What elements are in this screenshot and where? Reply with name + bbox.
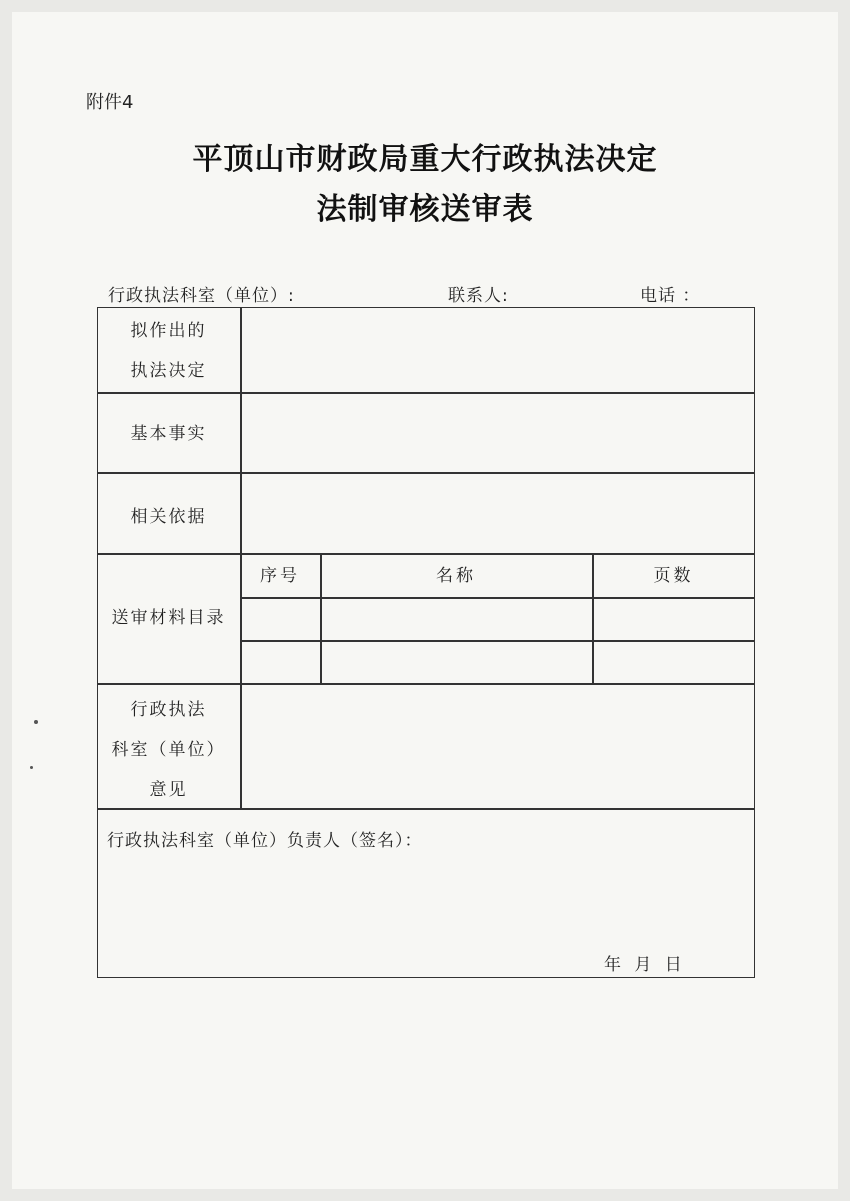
row-divider bbox=[97, 472, 755, 474]
materials-header-number: 序号 bbox=[260, 566, 300, 586]
opinion-line3: 意见 bbox=[149, 780, 188, 800]
opinion-line1: 行政执法 bbox=[130, 700, 207, 720]
proposed-decision-line1: 拟作出的 bbox=[130, 321, 207, 341]
signature-date: 年 月 日 bbox=[604, 955, 682, 975]
opinion-line2: 科室（单位） bbox=[111, 740, 226, 760]
department-label: 行政执法科室（单位）: bbox=[108, 286, 295, 306]
attachment-label: 附件4 bbox=[86, 92, 134, 113]
phone-label: 电话 ： bbox=[640, 286, 701, 306]
legal-basis-label: 相关依据 bbox=[130, 507, 207, 527]
materials-header-name: 名称 bbox=[436, 566, 476, 586]
signer-label: 行政执法科室（单位）负责人（签名）： bbox=[107, 831, 423, 851]
contact-label: 联系人: bbox=[448, 286, 509, 306]
proposed-decision-label bbox=[97, 311, 240, 391]
row-divider bbox=[97, 392, 755, 394]
review-form-table bbox=[97, 307, 755, 978]
row-divider bbox=[97, 683, 755, 685]
opinion-label bbox=[97, 690, 240, 810]
document-title-line2: 法制审核送审表 bbox=[316, 192, 534, 227]
scan-speck bbox=[30, 766, 33, 769]
proposed-decision-line2: 执法决定 bbox=[130, 361, 207, 381]
scan-speck bbox=[34, 720, 38, 724]
basic-facts-label: 基本事实 bbox=[130, 424, 207, 444]
materials-label: 送审材料目录 bbox=[111, 608, 226, 628]
materials-row-divider bbox=[240, 640, 755, 642]
materials-row-divider bbox=[240, 597, 755, 599]
document-title-line1: 平顶山市财政局重大行政执法决定 bbox=[192, 142, 658, 177]
materials-header-pages: 页数 bbox=[653, 566, 694, 586]
